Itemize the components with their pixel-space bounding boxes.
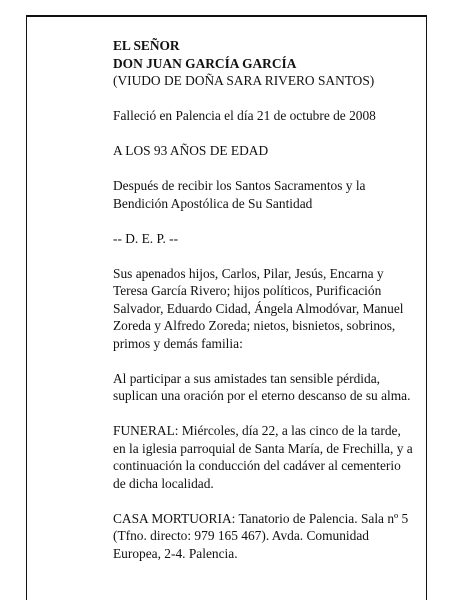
deceased-header: [113, 37, 425, 90]
death-notice: [113, 107, 425, 125]
rip-text: -- D. E. P. --: [113, 230, 179, 246]
prayer-line: Al participar a sus amistades tan sensible pérdida,: [113, 370, 380, 386]
funeral-paragraph: [113, 422, 425, 492]
rip-line: [113, 230, 425, 248]
sacraments-line: Después de recibir los Santos Sacramentos y la: [113, 178, 366, 193]
age-notice: [113, 142, 425, 160]
sacraments-paragraph: [113, 177, 425, 212]
funeral-line: continuación la conducción del cadáver al cementerio: [113, 458, 401, 473]
age-text: A LOS 93 AÑOS DE EDAD: [113, 143, 269, 158]
death-notice-text: Falleció en Palencia el día 21 de octubre de 2008: [113, 108, 376, 123]
prayer-request-paragraph: [113, 370, 425, 405]
prayer-line: suplican una oración por el eterno descanso de su alma.: [113, 388, 411, 403]
obituary-text: [113, 37, 425, 580]
funeral-home-paragraph: [113, 510, 425, 563]
funeral-line: en la iglesia parroquial de Santa María, de Frechilla, y a: [113, 440, 413, 456]
deceased-name: DON JUAN GARCÍA GARCÍA: [113, 55, 297, 71]
family-line: Teresa García Rivero; hijos políticos, Purificación: [113, 283, 382, 298]
funeral-line: de dicha localidad.: [113, 475, 214, 491]
family-line: Sus apenados hijos, Carlos, Pilar, Jesús, Encarna y: [113, 265, 384, 281]
widower-of: (VIUDO DE DOÑA SARA RIVERO SANTOS): [113, 73, 375, 88]
funeral-home-line: (Tfno. directo: 979 165 467). Avda. Comunidad: [113, 528, 369, 543]
funeral-home-line: CASA MORTUORIA: Tanatorio de Palencia. Sala nº 5: [113, 510, 409, 526]
family-paragraph: [113, 265, 425, 353]
funeral-home-line: Europea, 2-4. Palencia.: [113, 545, 238, 561]
family-line: Zoreda y Alfredo Zoreda; nietos, bisnietos, sobrinos,: [113, 318, 396, 333]
title-line-1: EL SEÑOR: [113, 38, 180, 53]
funeral-line: FUNERAL: Miércoles, día 22, a las cinco de la tarde,: [113, 423, 401, 438]
sacraments-line: Bendición Apostólica de Su Santidad: [113, 195, 313, 211]
family-line: Salvador, Eduardo Cidad, Ángela Almodóvar, Manuel: [113, 300, 404, 316]
family-line: primos y demás familia:: [113, 335, 243, 351]
